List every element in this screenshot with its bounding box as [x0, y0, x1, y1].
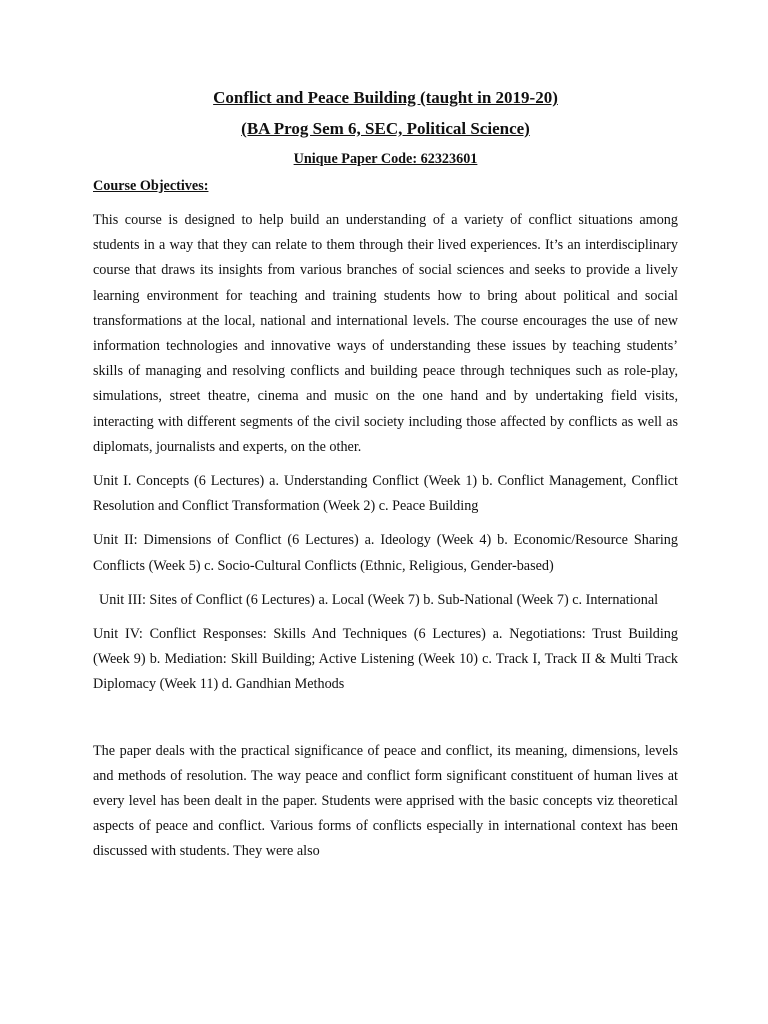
objectives-heading: Course Objectives:	[93, 178, 209, 194]
intro-paragraph: This course is designed to help build an understanding of a variety of conflict situations among students in a way that they can relate to them through their lived experiences. It’s an interdisciplinary course that draws its insights from various branches of social sciences and seeks to provide a lively learning environment for teaching and training students how to bring about political and social transformations at the local, national and international levels. The course encourages the use of new information technologies and innovative ways of understanding these issues by teaching students’ skills of managing and resolving conflicts and building peace through techniques such as role-play, simulations, street theatre, cinema and music on the one hand and by undertaking field visits, interacting with different segments of the civil society including those affected by conflicts as well as diplomats, journalists and experts, on the other.	[93, 212, 678, 455]
unit-3-paragraph: Unit III: Sites of Conflict (6 Lectures) a. Local (Week 7) b. Sub-National (Week 7) c. International	[99, 591, 659, 608]
course-subtitle: (BA Prog Sem 6, SEC, Political Science)	[241, 119, 530, 138]
unit-4-paragraph: Unit IV: Conflict Responses: Skills And Techniques (6 Lectures) a. Negotiations: Trust Building (Week 9) b. Mediation: Skill Building; Active Listening (Week 10) c. Track I, Track II & Multi Track Diplomacy (Week 11) d. Gandhian Methods	[93, 626, 678, 693]
paper-code: Unique Paper Code: 62323601	[293, 151, 478, 167]
course-title: Conflict and Peace Building (taught in 2019-20)	[213, 88, 558, 107]
unit-2-paragraph: Unit II: Dimensions of Conflict (6 Lectures) a. Ideology (Week 4) b. Economic/Resource Sharing Conflicts (Week 5) c. Socio-Cultural Conflicts (Ethnic, Religious, Gender-based)	[93, 532, 678, 574]
unit-1-paragraph: Unit I. Concepts (6 Lectures) a. Understanding Conflict (Week 1) b. Conflict Management, Conflict Resolution and Conflict Transformation (Week 2) c. Peace Building	[93, 473, 678, 515]
closing-paragraph: The paper deals with the practical significance of peace and conflict, its meaning, dimensions, levels and methods of resolution. The way peace and conflict form significant constituent of human lives at every level has been dealt in the paper. Students were apprised with the basic concepts viz theoretical aspects of peace and conflict. Various forms of conflicts especially in international context has been discussed with students. They were also	[93, 742, 678, 860]
